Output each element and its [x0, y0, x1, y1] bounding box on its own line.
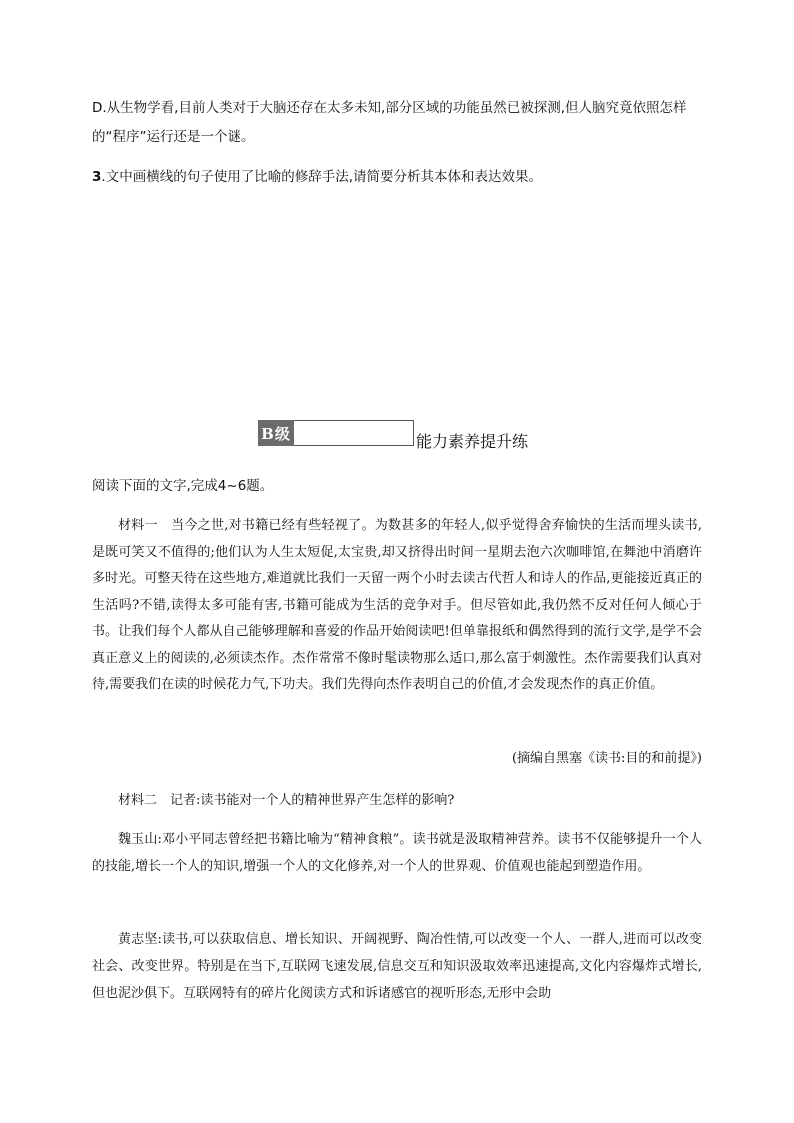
- section-title: 能力素养提升练: [416, 432, 529, 451]
- option-d: D.从生物学看,目前人类对于大脑还存在太多未知,部分区域的功能虽然已被探测,但人脑究竟依照怎样的“程序”运行还是一个谜。: [92, 100, 687, 145]
- level-box: [294, 420, 414, 446]
- paragraph-wei-yushan: 魏玉山:邓小平同志曾经把书籍比喻为“精神食粮”。读书就是汲取精神营养。读书不仅能够提升一个人的技能,增长一个人的知识,增强一个人的文化修养,对一个人的世界观、价值观也能起到塑造作用。: [92, 832, 702, 874]
- paragraph-huang-zhijian: 黄志坚:读书,可以获取信息、增长知识、开阔视野、陶冶性情,可以改变一个人、一群人,进而可以改变社会、改变世界。特别是在当下,互联网飞速发展,信息交互和知识汲取效率迅速提高,文化内容爆炸式增长,但也泥沙俱下。互联网特有的碎片化阅读方式和诉诸感官的视听形态,无形中会助: [92, 932, 702, 1001]
- level-badge: B级: [258, 420, 294, 446]
- material-1-source: (摘编自黑塞《读书:目的和前提》): [511, 751, 702, 766]
- section-header: [258, 418, 529, 451]
- question-3-number: 3: [92, 169, 102, 185]
- question-3: [92, 163, 702, 192]
- material-1: 材料一 当今之世,对书籍已经有些轻视了。为数甚多的年轻人,似乎觉得舍弃愉快的生活而埋头读书,是既可笑又不值得的;他们认为人生太短促,太宝贵,却又挤得出时间一星期去泡六次咖啡馆,在舞池中消磨许多时光。可整天待在这些地方,难道就比我们一天留一两个小时去读古代哲人和诗人的作品,更能接近真正的生活吗?不错,读得太多可能有害,书籍可能成为生活的竞争对手。但尽管如此,我仍然不反对任何人倾心于书。让我们每个人都从自己能够理解和喜爱的作品开始阅读吧!但单靠报纸和偶然得到的流行文学,是学不会真正意义上的阅读的,必须读杰作。杰作常常不像时髦读物那么适口,那么富于刺激性。杰作需要我们认真对待,需要我们在读的时候花力气,下功夫。我们先得向杰作表明自己的价值,才会发现杰作的真正价值。: [92, 518, 702, 692]
- reading-instruction: 阅读下面的文字,完成4~6题。: [92, 478, 274, 494]
- material-2-intro: 材料二 记者:读书能对一个人的精神世界产生怎样的影响?: [118, 793, 455, 808]
- question-3-text: .文中画横线的句子使用了比喻的修辞手法,请简要分析其本体和表达效果。: [101, 169, 542, 185]
